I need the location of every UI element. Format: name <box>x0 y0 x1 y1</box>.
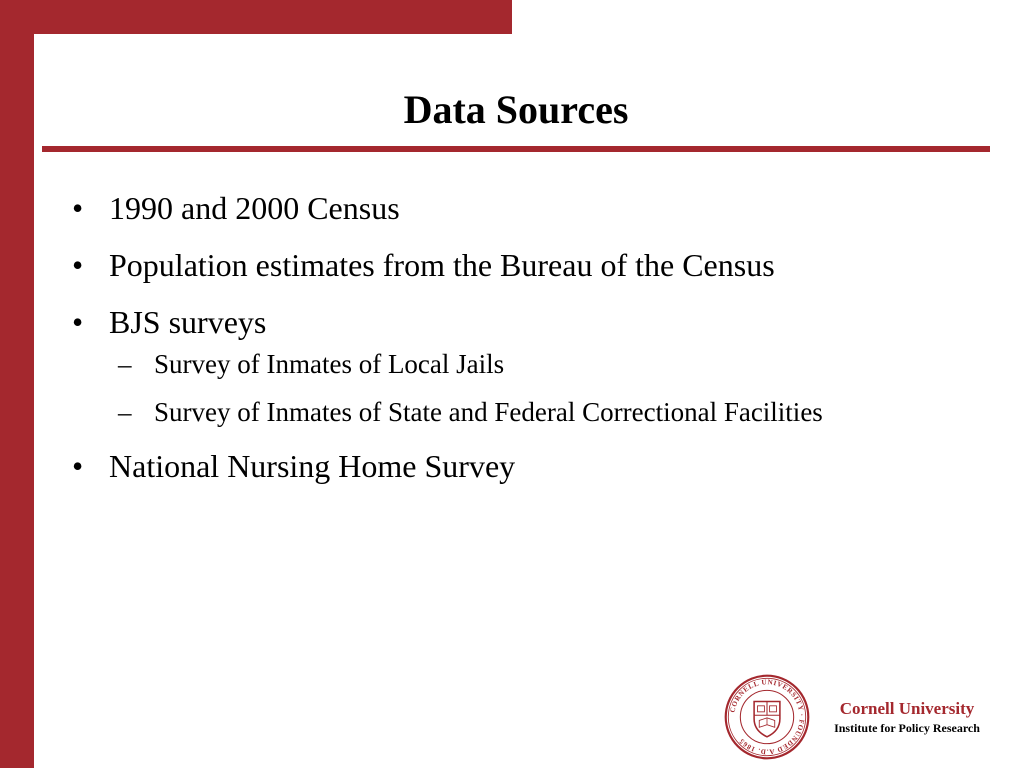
bullet-marker: • <box>72 190 84 226</box>
bullet-text: Population estimates from the Bureau of the Census <box>109 247 775 283</box>
left-frame-bar <box>0 0 34 768</box>
bullet-item <box>72 186 972 230</box>
bullet-item <box>72 243 972 287</box>
sub-bullet-marker: – <box>118 397 132 427</box>
organization-name: Cornell University <box>839 699 975 718</box>
seal-lettering: CORNELL UNIVERSITY · FOUNDED A.D. 1865 <box>728 678 806 756</box>
cornell-seal-icon <box>724 674 810 760</box>
bullet-item <box>72 300 972 431</box>
bullet-marker: • <box>72 304 84 340</box>
sub-bullet-item <box>118 393 914 431</box>
bullet-text: BJS surveys <box>109 304 267 340</box>
organization-subtitle: Institute for Policy Research <box>834 721 980 735</box>
bullet-marker: • <box>72 448 84 484</box>
sub-bullet-item <box>118 345 914 383</box>
slide-title: Data Sources <box>403 87 629 132</box>
sub-bullet-text: Survey of Inmates of State and Federal Correctional Facilities <box>154 397 823 427</box>
title-underline-rule <box>42 146 990 152</box>
sub-bullet-list <box>109 345 972 431</box>
top-frame-bar <box>0 0 512 34</box>
sub-bullet-text: Survey of Inmates of Local Jails <box>154 349 505 379</box>
bullet-text: National Nursing Home Survey <box>109 448 516 484</box>
bullet-marker: • <box>72 247 84 283</box>
bullet-text: 1990 and 2000 Census <box>109 190 400 226</box>
bullet-item <box>72 444 972 488</box>
bullet-list <box>72 186 972 501</box>
sub-bullet-marker: – <box>118 349 132 379</box>
